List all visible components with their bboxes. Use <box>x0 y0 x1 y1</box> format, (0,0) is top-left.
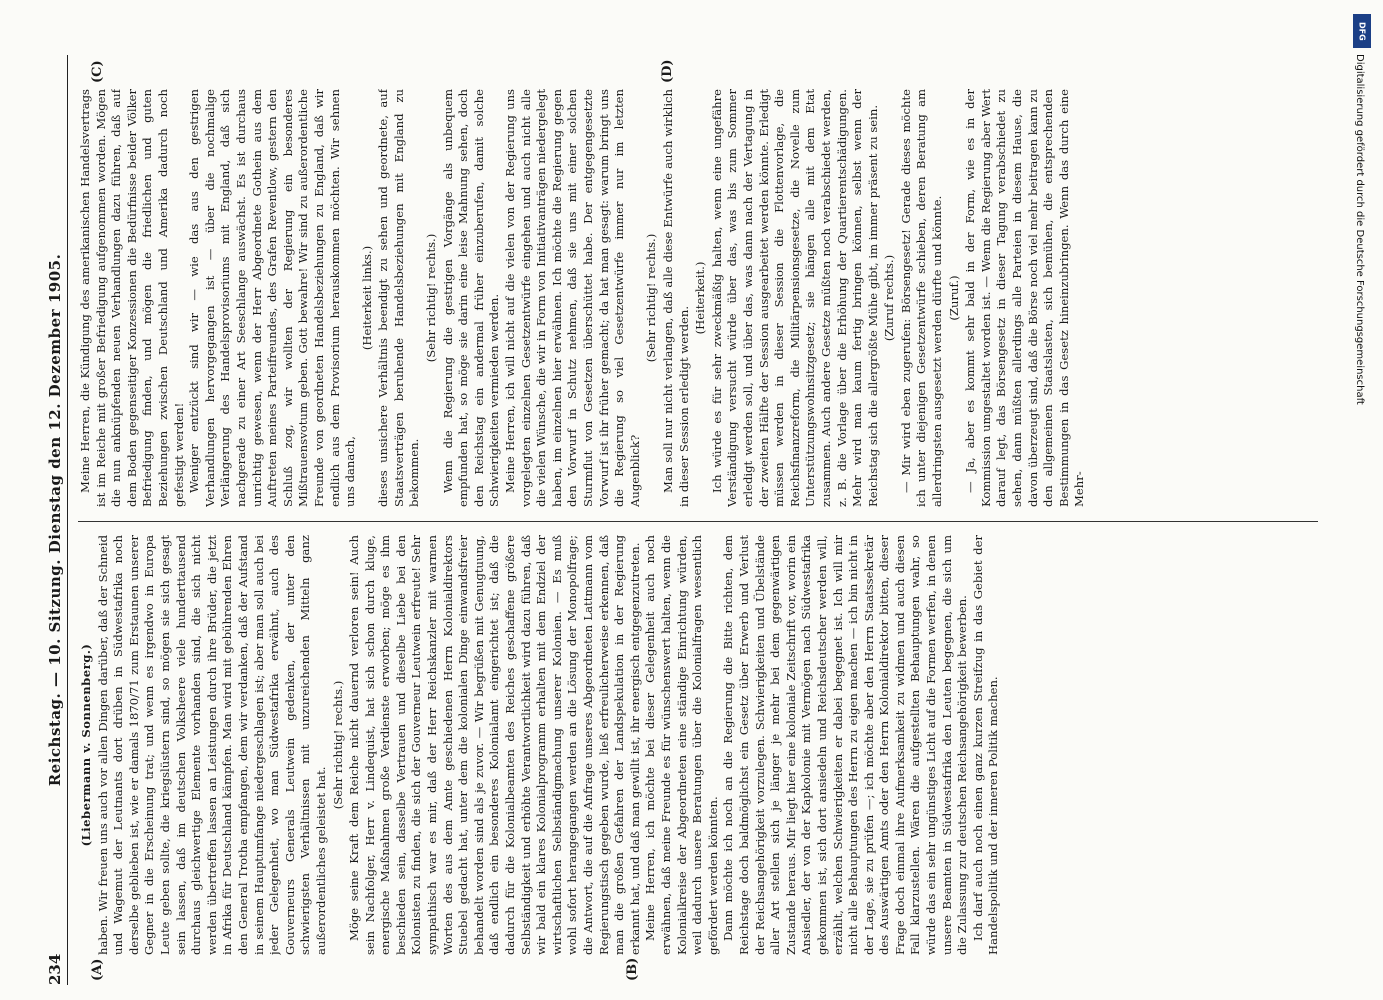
funding-credit: Digitalisierung gefördert durch die Deutsche Forschungsgemeinschaft <box>1354 54 1365 405</box>
left-column <box>78 535 1318 955</box>
right-column <box>78 89 1318 507</box>
paragraph: Ich darf auch noch einen ganz kurzen Streifzug in das Gebiet der Handelspolitik und der inneren Politik machen. <box>970 535 1001 955</box>
paragraph: Meine Herren, ich möchte bei dieser Gelegenheit auch noch erwähnen, daß meine Freunde es für wünschenswert halten, wenn die Kolonialkreise der Abgeordneten eine ständige Einrichtung würden, weil dadurch unsere Beratungen über die Kolonialfragen wesentlich gefördert werden könnten. <box>643 535 720 955</box>
paragraph: Weniger entzückt sind wir — wie das aus den gestrigen Verhandlungen hervorgegangen ist — über die nochmalige Verlängerung des Handelsprovisoriums mit England, daß sich nachgerade zu einer Art Seeschlange auswächst. Es ist durchaus unrichtig gewesen, wenn der Herr Abgeordnete Gothein aus dem Auftreten meines Parteifreundes, des Grafen Reventlow, gestern den Schluß zog, wir wollten der Regierung ein besonderes Mißtrauensvotum geben. Gott bewahre! Wir sind zu außerordentliche Freunde von geordneten Handelsbeziehungen zu England, daß wir endlich aus dem Provisorium herauskommen möchten. Wir sehnen uns danach, <box>187 89 358 507</box>
digitization-note <box>1352 10 1378 990</box>
paragraph: haben. Wir freuen uns auch vor allen Dingen darüber, daß der Schneid und Wagemut der Leutnants dort drüben in Südwestafrika noch derselbe geblieben ist, wie er damals 1870/71 zum Erstaunen unserer Gegner in die Erscheinung trat; und wenn es irgendwo in Europa Leute geben sollte, die kriegslüstern sind, so mögen sie sich gesagt sein lassen, daß im deutschen Volksheere viele hunderttausend durchaus gleichwertige Elemente vorhanden sind, die sich nicht werden übertreffen lassen an Leistungen durch ihre Brüder, die jetzt in Afrika für Deutschland kämpfen. Man wird mit gebührenden Ehren den General Trotha empfangen, dem wir verdanken, daß der Aufstand in seinem Hauptumfange niedergeschlagen ist; aber man soll auch bei jeder Gelegenheit, wo man Südwestafrika erwähnt, auch des Gouverneurs Generals Leutwein gedenken, der unter den schwierigsten Verhältnissen mit unzureichenden Mitteln ganz außerordentliches geleistet hat. <box>95 535 328 955</box>
running-title: Reichstag. — 10. Sitzung. Dienstag den 12. Dezember 1905. <box>46 253 64 787</box>
page-header <box>40 55 68 985</box>
margin-marker-b: (B) <box>625 957 640 981</box>
interjection: (Sehr richtig! rechts.) <box>424 233 439 363</box>
interjection: (Zuruf.) <box>946 275 961 321</box>
paragraph: Ich würde es für sehr zweckmäßig halten, wenn eine ungefähre Verständigung versucht würde über das, was bis zum Sommer erledigt werden soll, und über das, was dann nach der Vertagung in der zweiten Hälfte der Session ausgearbeitet werden könnte. Erledigt müssen werden in dieser Session die Flottenvorlage, die Reichsfinanzreform, die Militärpensionsgesetze, die Novelle zum Unterstützungswohnsitzgesetz; sie hängen alle mit dem Etat zusammen. Auch andere Gesetze müßten noch verabschiedet werden, z. B. die Vorlage über die Erhöhung der Quartierentschädigungen. Mehr wird man kaum fertig bringen können, selbst wenn der Reichstag sich die allergrößte Mühe gibt, im immer präsent zu sein. <box>709 89 880 507</box>
margin-marker-d: (D) <box>660 59 675 83</box>
margin-marker-a: (A) <box>90 958 105 981</box>
interjection: (Heiterkeit links.) <box>359 245 374 351</box>
paragraph: — Ja, aber es kommt sehr bald in der Form, wie es in der Kommission umgestaltet worden ist. — Wenn die Regierung aber Wert darauf legt, das Börsengesetz in dieser Tagung verabschiedet zu sehen, dann müßten allerdings alle Parteien in diesem Hause, die davon überzeugt sind, daß die Börse noch viel mehr beitragen kann zu den allgemeinen Staatslasten, sich bemühen, die entsprechenden Bestimmungen in das Gesetz hineinzubringen. Wenn das durch eine Mehr- <box>963 89 1087 507</box>
paragraph: Meine Herren, ich will nicht auf die vielen von der Regierung uns vorgelegten einzelnen Gesetzentwürfe eingehen und auch nicht alle die vielen Wünsche, die wir in Form von Initiativanträgen niedergelegt haben, im einzelnen hier erwähnen. Ich möchte die Regierung gegen den Vorwurf in Schutz nehmen, daß sie uns mit einer solchen Sturmflut von Gesetzen überschüttet habe. Der entgegengesetzte Vorwurf ist ihr früher gemacht; da hat man gesagt: warum bringt uns die Regierung so viel Gesetzentwürfe immer nur im letzten Augenblick? <box>503 89 642 507</box>
margin-marker-c: (C) <box>90 60 105 83</box>
speaker-name: (Liebermann v. Sonnenberg.) <box>79 643 93 847</box>
interjection: (Sehr richtig! rechts.) <box>644 233 659 363</box>
paragraph: dieses unsichere Verhältnis beendigt zu sehen und geordnete, auf Staatsverträgen beruhende Handelsbeziehungen mit England zu bekommen. <box>376 89 422 507</box>
interjection: (Zuruf rechts.) <box>882 254 897 342</box>
paragraph: Wenn die Regierung die gestrigen Vorgänge als unbequem empfunden hat, so möge sie darin eine leise Mahnung sehen, doch den Reichstag ein andermal früher einzuberufen, damit solche Schwierigkeiten vermieden werden. <box>440 89 502 507</box>
paragraph: Möge seine Kraft dem Reiche nicht dauernd verloren sein! Auch sein Nachfolger, Herr v. Lindequist, hat sich schon durch kluge, energische Maßnahmen große Verdienste erworben; möge es ihm beschieden sein, dasselbe Vertrauen und dieselbe Liebe bei den Kolonisten zu finden, die sich der Gouverneur Leutwein erfreute! Sehr sympathisch war es mir, daß der Herr Reichskanzler mit warmen Worten des aus dem Amte geschiedenen Herrn Kolonialdirektors Stuebel gedacht hat, unter dem die kolonialen Dinge einwandsfreier behandelt worden sind als je zuvor. — Wir begrüßen mit Genugtuung, daß endlich ein besonderes Kolonialamt eingerichtet ist; daß die dadurch für die Kolonialbeamten des Reiches geschaffene größere Selbständigkeit und erhöhte Verantwortlichkeit wird dazu führen, daß wir bald ein klares Kolonialprogramm erhalten mit dem Endziel der wirtschaftlichen Selbständigmachung unserer Kolonien. — Es muß wohl sofort herangegangen werden an die Lösung der Monopolfrage; die Antwort, die auf die Anfrage unseres Abgeordneten Lattmann vom Regierungstisch gegeben wurde, ließ erfreulicherweise erkennen, daß man die großen Gefahren der Landspekulation in der Regierung erkannt hat, und daß man gewillt ist, ihr energisch entgegenzutreten. <box>347 535 642 955</box>
interjection: (Sehr richtig! rechts.) <box>330 680 345 810</box>
paragraph: Man soll nur nicht verlangen, daß alle diese Entwürfe auch wirklich in dieser Session erledigt werden. <box>660 89 691 507</box>
paragraph: Dann möchte ich noch an die Regierung die Bitte richten, dem Reichstage doch baldmöglichst ein Gesetz über Erwerb und Verlust der Reichsangehörigkeit vorzulegen. Schwierigkeiten und Übelstände aller Art stellen sich je länger je mehr bei dem gegenwärtigen Zustande heraus. Mir liegt hier eine koloniale Zeitschrift vor, worin ein Ansiedler, der von der Kapkolonie mit Vermögen nach Südwestafrika gekommen ist, sich dort ansiedeln und Reichsdeutscher werden will, erzählt, welchen Schwierigkeiten er dabei begegnet ist. Ich will mir nicht alle Behauptungen des Herrn zu eigen machen — ich bin nicht in der Lage, sie zu prüfen —; ich möchte aber den Herrn Staatssekretär des Auswärtigen Amts oder den Herrn Kolonialdirektor bitten, dieser Frage doch einmal ihre Aufmerksamkeit zu widmen und auch diesen Fall klarzustellen. Wären die aufgestellten Behauptungen wahr, so würde das ein sehr ungünstiges Licht auf die Formen werfen, in denen unsere Beamten in Südwestafrika den Leuten begegnen, die sich um die Zulassung zur deutschen Reichsangehörigkeit bewerben. <box>721 535 970 955</box>
page-number: 234 <box>46 953 64 985</box>
paragraph: — Mir wird eben zugerufen: Börsengesetz! Gerade dieses möchte ich unter diejenigen Gesetzentwürfe schieben, deren Beratung am allerdringsten ausgesetzt werden dürfte und könnte. <box>898 89 945 507</box>
dfg-logo: DFG <box>1353 14 1371 48</box>
paragraph: Meine Herren, die Kündigung des amerikanischen Handelsvertrags ist im Reiche mit großer Befriedigung aufgenommen worden. Mögen die nun anknüpfenden neuen Verhandlungen dazu führen, daß auf dem Boden gegenseitiger Konzessionen die Bedürfnisse beider Völker Befriedigung finden, und mögen die friedlichen und guten Beziehungen zwischen Deutschland und Amerika dadurch noch gefestigt werden! <box>78 89 186 507</box>
newspaper-page <box>40 55 1340 985</box>
column-divider <box>78 521 1318 522</box>
interjection: (Heiterkeit.) <box>693 261 708 335</box>
